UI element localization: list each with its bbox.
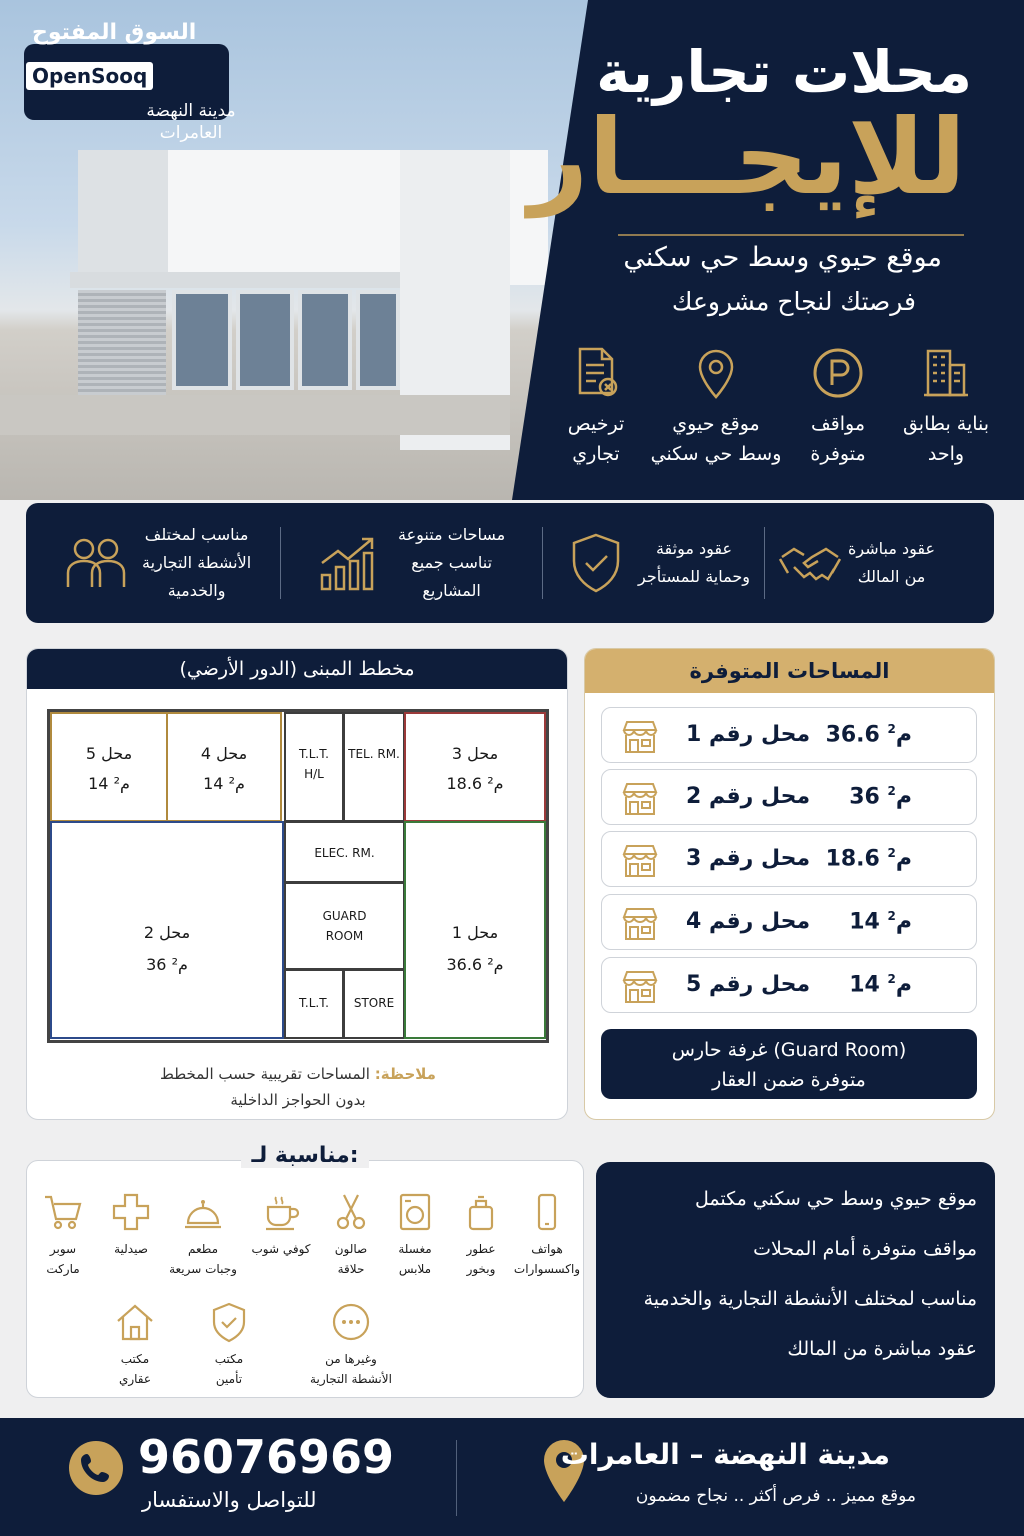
coffee-cup-icon [260,1191,302,1233]
room-tel [343,712,405,822]
title-divider [618,234,964,236]
people-icon [64,531,128,595]
plan-note-label: ملاحظة: [374,1065,436,1083]
room-label: T.L.T. [299,747,329,761]
feature-label: وسط حي سكني [650,443,782,466]
feature-label: متوفرة [810,443,866,466]
area-row-name: محل رقم 2 [686,784,811,809]
highlight-line: مناسب لمختلف الأنشطة التجارية والخدمية [643,1288,977,1310]
area-unit-sup: 2 [887,846,896,860]
more-dots-icon [330,1301,372,1343]
area-row-name: محل رقم 1 [686,722,811,747]
room-name: محل 5 [85,744,133,763]
area-unit: م [895,722,912,748]
footer-divider [456,1440,457,1516]
area-row [601,957,977,1013]
area-value: 18.6 [825,846,880,872]
feature-label: بناية بطابق [902,413,990,435]
band-divider [542,527,543,599]
room-label: STORE [353,996,395,1010]
suitable-item [511,1191,583,1280]
suitable-item-label: ملابس [398,1262,432,1277]
suitable-item-label: مكتب [214,1352,244,1366]
suitable-for-card [26,1143,584,1398]
highlight-line: عقود مباشرة من المالك [787,1338,977,1360]
brand-logo-arabic: السوق المفتوح [32,20,197,45]
room-area: 36.6 م² [446,955,504,974]
suitable-item-label: مطعم [187,1242,219,1256]
suitable-item-label: الأنشطة التجارية [310,1372,392,1387]
floor-plan-title: مخطط المبنى (الدور الأرضي) [27,649,567,689]
shop-icon [620,905,660,941]
suitable-item [445,1191,517,1280]
room-area: 14 م² [203,774,245,793]
suitable-item-label: سوبر [49,1242,77,1256]
area-row-name: محل رقم 4 [686,909,811,934]
area-row-name: محل رقم 5 [686,972,811,997]
area-unit: م [895,909,912,935]
area-row-name: محل رقم 3 [686,846,811,871]
band-text: عقود موثقة [655,539,733,558]
suitable-item [95,1191,167,1259]
building-icon [918,345,974,401]
area-unit-sup: 2 [887,909,896,923]
plan-note-text-2: بدون الحواجز الداخلية [230,1091,366,1110]
insurance-shield-icon [208,1301,250,1343]
suitable-title-text: مناسبة لـ: [241,1143,368,1168]
shop-icon [620,968,660,1004]
highlights-box [596,1162,995,1398]
suitable-item [315,1191,387,1280]
suitable-item [245,1191,317,1259]
benefits-band [26,503,994,623]
hero-section [0,0,1024,500]
feature-license [526,345,666,470]
room-label: ELEC. RM. [314,846,375,860]
area-unit-sup: 2 [887,972,896,986]
band-text: والخدمية [167,581,226,600]
area-row-value [826,846,912,871]
suitable-item-label: عطور [466,1242,496,1256]
band-text: عقود مباشرة [848,539,936,558]
band-text: الأنشطة التجارية [142,553,252,572]
suitable-item-label: مغسلة [398,1242,432,1256]
highlight-line: موقع حيوي وسط حي سكني مكتمل [694,1188,977,1210]
brand-logo-english: OpenSooq [26,62,153,90]
area-row-value [849,784,912,809]
room-name: محل 4 [200,744,248,763]
room-shop-1 [404,821,546,1039]
footer [0,1418,1024,1536]
area-value: 14 [849,909,880,935]
area-unit-sup: 2 [887,784,896,798]
location-small-text: مدينة النهضة العامرات [146,101,236,144]
band-divider [764,527,765,599]
suitable-item-label: تأمين [215,1372,243,1387]
area-unit: م [895,972,912,998]
area-row-value [849,909,912,934]
suitable-item [379,1191,451,1280]
feature-label: تجاري [572,443,620,466]
shop-icon [620,780,660,816]
shop-icon [620,842,660,878]
areas-title: المساحات المتوفرة [585,649,994,693]
area-value: 36.6 [825,722,880,748]
band-text: مناسب لمختلف [144,525,249,544]
room-label: GUARD [322,909,367,923]
location-pin-icon [688,345,744,401]
growth-chart-icon [316,531,380,595]
pharmacy-cross-icon [110,1191,152,1233]
perfume-icon [460,1191,502,1233]
suitable-item-label: حلاقة [337,1262,365,1277]
area-unit: م [895,784,912,810]
real-estate-house-icon [114,1301,156,1343]
plan-note [27,1061,568,1114]
room-area: 36 م² [146,955,188,974]
feature-parking [768,345,908,470]
suitable-item-label: ماركت [46,1262,80,1277]
room-shop-3 [404,712,546,822]
suitable-item-label: وجبات سريعة [169,1262,237,1277]
room-shop-5 [50,712,168,822]
feature-label: مواقف [810,413,866,435]
suitable-item-label: صالون [334,1242,368,1256]
areas-card [584,648,995,1120]
phone-icon [526,1191,568,1233]
band-text: مساحات متنوعة [398,525,506,544]
shop-icon [620,718,660,754]
area-value: 36 [849,784,880,810]
band-item-direct-contracts [778,503,988,623]
suitable-item [27,1191,99,1280]
band-text: وحماية للمستأجر [638,567,750,586]
room-tlt-hl [284,712,344,822]
parking-icon [810,345,866,401]
floor-plan-card [26,648,568,1120]
subtitle-1: موقع حيوي وسط حي سكني [623,242,942,273]
area-row [601,769,977,825]
suitable-item-label: عقاري [118,1372,152,1387]
shield-check-icon [564,531,628,595]
suitable-item-label: واكسسوارات [513,1262,581,1277]
band-text: من المالك [857,567,926,586]
scissors-icon [330,1191,372,1233]
washing-machine-icon [394,1191,436,1233]
tagline: موقع مميز .. فرص أكثر .. نجاح مضمون [635,1486,916,1506]
room-shop-2 [50,821,284,1039]
suitable-item [99,1301,171,1390]
phone-call-icon [68,1440,124,1496]
suitable-title [27,1143,583,1168]
band-item-documented [564,503,764,623]
area-value: 14 [849,972,880,998]
shopping-cart-icon [42,1191,84,1233]
suitable-item-label: هواتف [531,1242,563,1256]
feature-label: موقع حيوي [672,413,760,435]
food-cloche-icon [182,1191,224,1233]
room-name: محل 2 [143,923,191,942]
room-area: 18.6 م² [446,774,504,793]
handshake-icon [778,531,842,595]
area-unit: م [895,846,912,872]
room-label: H/L [304,767,324,781]
area-row [601,831,977,887]
room-tlt [284,969,344,1039]
guard-line-1: غرفة حارس (Guard Room) [671,1039,907,1061]
suitable-item-label: كوفي شوب [251,1242,311,1256]
title-line-1: محلات تجارية [596,38,972,106]
area-row [601,707,977,763]
area-row [601,894,977,950]
area-row-value [849,972,912,997]
floor-plan [47,709,549,1043]
room-guard [284,882,405,970]
room-name: محل 1 [451,923,499,942]
room-elec [284,821,405,883]
room-label: TEL. RM. [348,747,400,761]
city-name: مدينة النهضة – العامرات [560,1438,890,1471]
band-item-suitable [64,503,274,623]
area-row-value [826,722,912,747]
room-shop-4 [166,712,282,822]
suitable-item [301,1301,401,1390]
suitable-item-label: وغيرها من [325,1352,377,1366]
area-unit-sup: 2 [887,722,896,736]
suitable-item-label: وبخور [466,1262,496,1277]
guard-room-box [601,1029,977,1099]
title-line-2: للإيجـــار [528,96,966,218]
suitable-item-label: صيدلية [114,1242,148,1256]
suitable-item [193,1301,265,1390]
feature-label: ترخيص [567,413,625,435]
subtitle-2: فرصتك لنجاح مشروعك [671,287,916,316]
guard-line-2: متوفرة ضمن العقار [712,1069,866,1092]
band-text: تناسب جميع [411,553,493,572]
suitable-item-label: مكتب [120,1352,150,1366]
band-text: المشاريع [422,581,481,600]
room-name: محل 3 [451,744,499,763]
plan-note-text: المساحات تقريبية حسب المخطط [160,1065,370,1083]
band-divider [280,527,281,599]
contact-label: للتواصل والاستفسار [142,1488,317,1512]
license-document-icon [568,345,624,401]
highlight-line: مواقف متوفرة أمام المحلات [753,1238,977,1260]
phone-number[interactable]: 96076969 [138,1430,395,1484]
room-store [343,969,405,1039]
room-area: 14 م² [88,774,130,793]
room-label: ROOM [325,929,364,943]
suitable-item [167,1191,239,1280]
room-label: T.L.T. [299,996,329,1010]
feature-label: واحد [927,443,965,466]
band-item-varied-spaces [316,503,526,623]
